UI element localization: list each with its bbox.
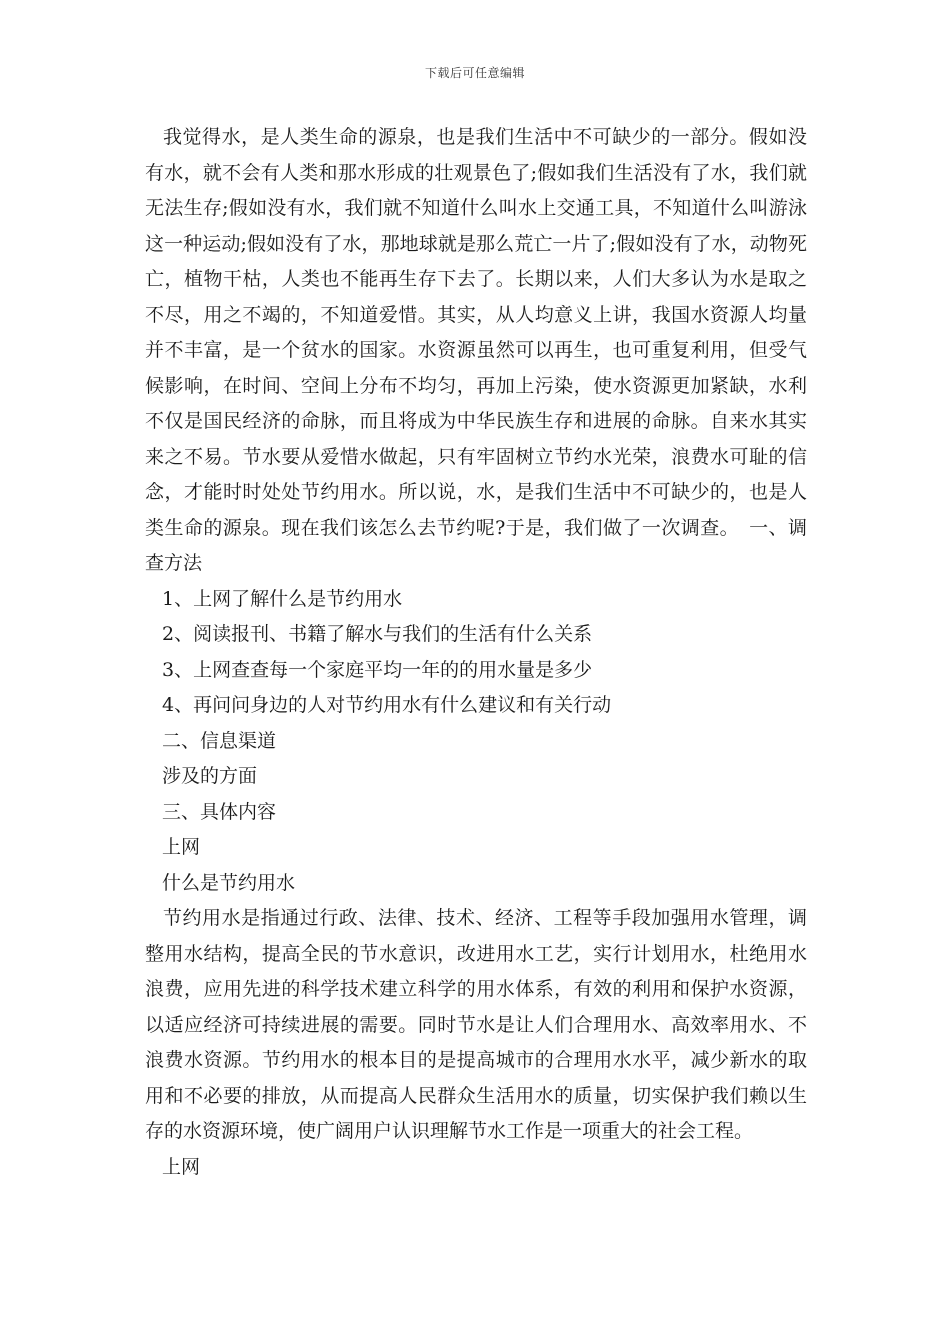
document-body: [145, 120, 807, 1185]
page-header: 下载后可任意编辑: [424, 66, 525, 80]
aspects-line: 涉及的方面: [162, 765, 258, 787]
method-item-4: 4、再问问身边的人对节约用水有什么建议和有关行动: [162, 694, 612, 716]
section-heading-info-channels: 二、信息渠道: [162, 729, 277, 752]
method-item-3: 3、上网查查每一个家庭平均一年的的用水量是多少: [162, 658, 593, 681]
online-line-1: 上网: [162, 836, 201, 858]
intro-paragraph: 我觉得水，是人类生命的源泉，也是我们生活中不可缺少的一部分。假如没有水，就不会有人类和那水形成的壮观景色了;假如我们生活没有了水，我们就无法生存;假如没有水，我们就不知道什么叫水上交通工具，不知道什么叫游泳这一种运动;假如没有了水，那地球就是那么荒亡一片了;假如没有了水，动物死亡，植物干枯，人类也不能再生存下去了。长期以来，人们大多认为水是取之不尽，用之不竭的，不知道爱惜。其实，从人均意义上讲，我国水资源人均量并不丰富，是一个贫水的国家。水资源虽然可以再生，也可重复利用，但受气候影响，在时间、空间上分布不均匀，再加上污染，使水资源更加紧缺，水利不仅是国民经济的命脉，而且将成为中华民族生存和进展的命脉。自来水其实来之不易。节水要从爱惜水做起，只有牢固树立节约水光荣，浪费水可耻的信念，才能时时处处节约用水。所以说，水，是我们生活中不可缺少的，也是人类生命的源泉。现在我们该怎么去节约呢?于是，我们做了一次调查。 一、调查方法: [145, 126, 807, 574]
online-line-2: 上网: [162, 1155, 201, 1178]
method-item-2: 2、阅读报刊、书籍了解水与我们的生活有什么关系: [162, 623, 593, 645]
section-heading-details: 三、具体内容: [162, 800, 277, 823]
subheading-what-is-saving-water: 什么是节约用水: [162, 871, 296, 894]
definition-paragraph: 节约用水是指通过行政、法律、技术、经济、工程等手段加强用水管理，调整用水结构，提高全民的节水意识，改进用水工艺，实行计划用水，杜绝用水浪费，应用先进的科学技术建立科学的用水体系，有效的利用和保护水资源，以适应经济可持续进展的需要。同时节水是让人们合理用水、高效率用水、不浪费水资源。节约用水的根本目的是提高城市的合理用水水平，减少新水的取用和不必要的排放，从而提高人民群众生活用水的质量，切实保护我们赖以生存的水资源环境，使广阔用户认识理解节水工作是一项重大的社会工程。: [145, 907, 807, 1142]
method-item-1: 1、上网了解什么是节约用水: [162, 587, 403, 610]
